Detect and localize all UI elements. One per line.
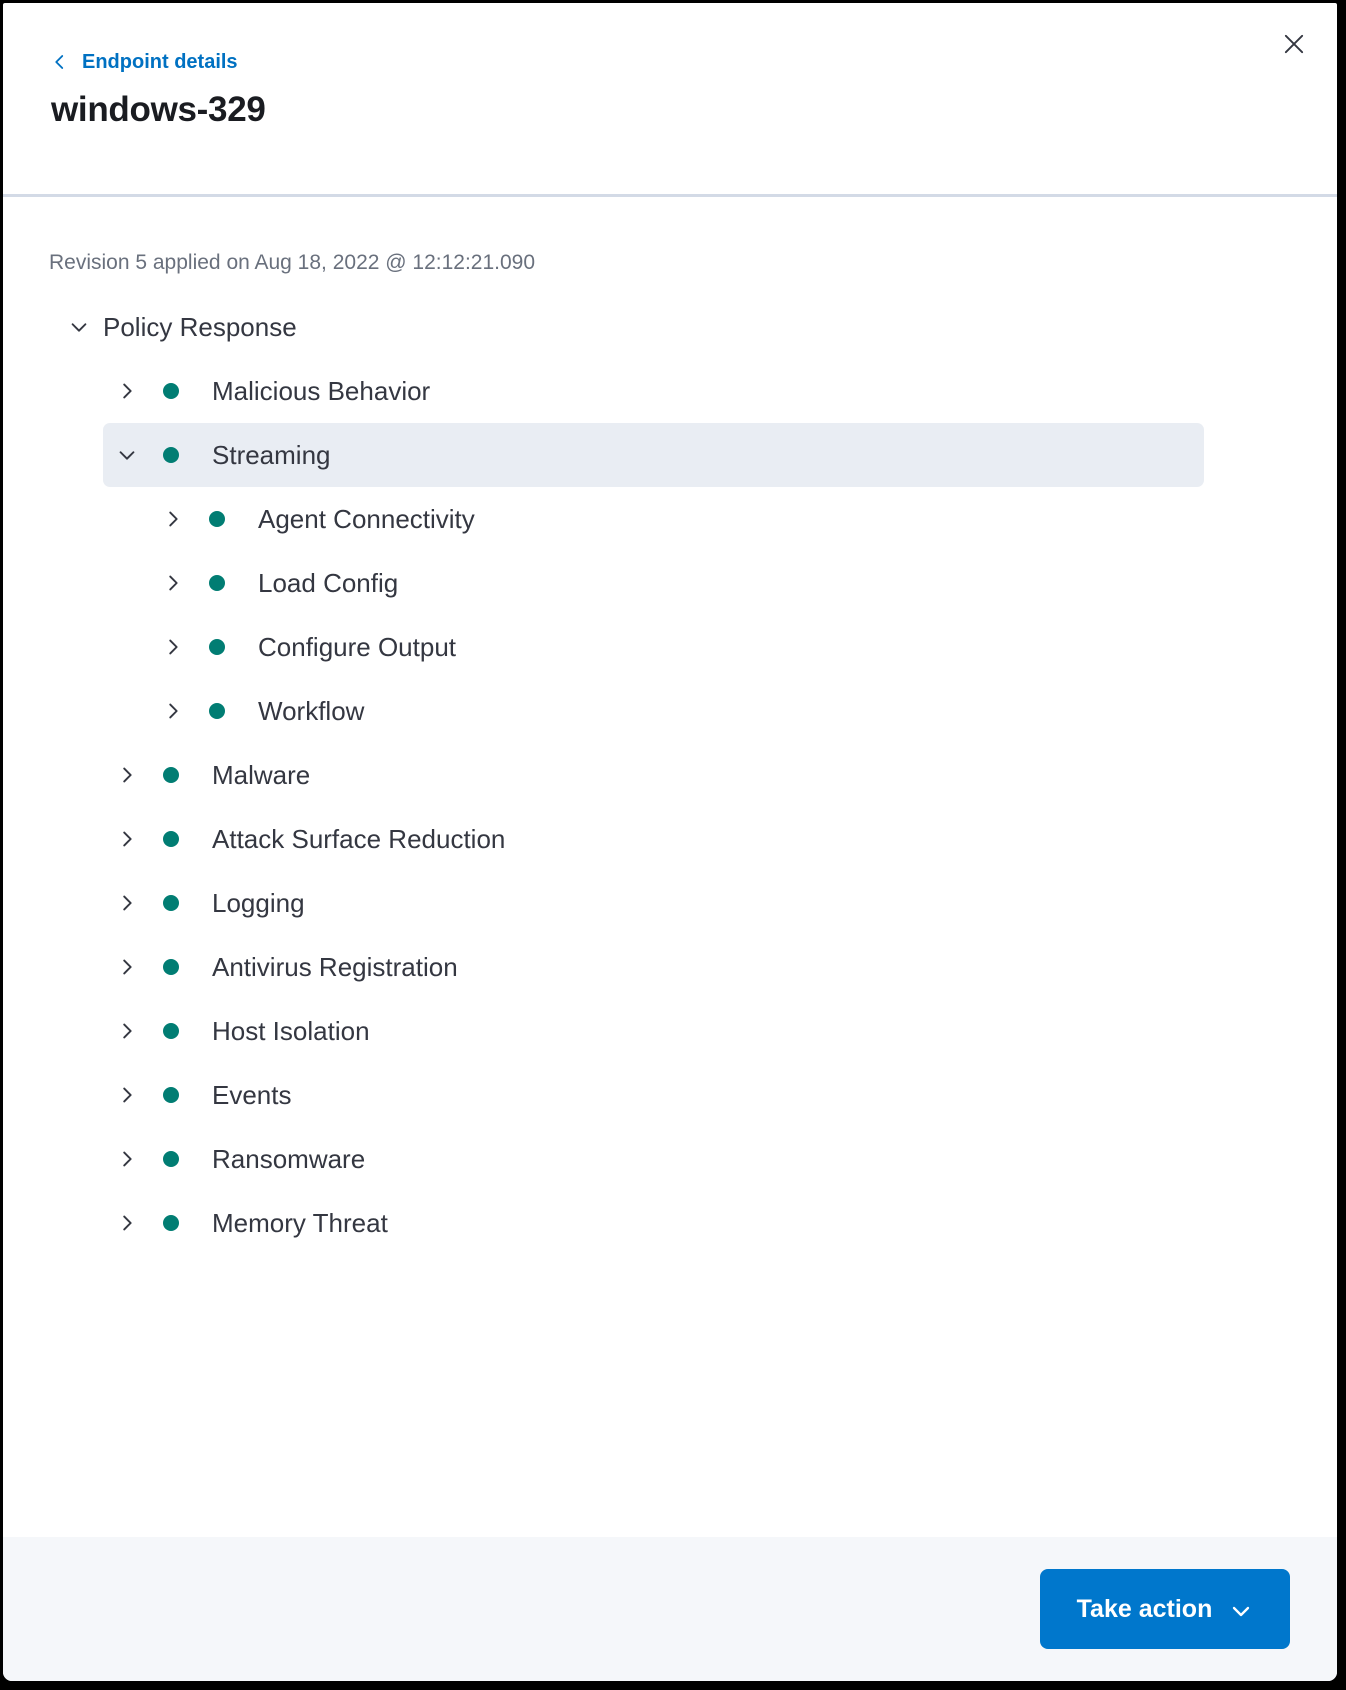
tree-item-streaming[interactable] [103, 423, 1204, 487]
chevron-right-icon [115, 956, 139, 978]
chevron-right-icon [115, 1212, 139, 1234]
tree-item-attack-surface-reduction[interactable] [49, 807, 1289, 871]
status-dot [163, 447, 179, 463]
status-dot [163, 895, 179, 911]
chevron-right-icon [115, 1020, 139, 1042]
tree-item-workflow[interactable] [49, 679, 1289, 743]
flyout-body [3, 197, 1337, 1537]
chevron-left-icon [51, 53, 69, 71]
tree-item-events[interactable] [49, 1063, 1289, 1127]
tree-item-logging[interactable] [49, 871, 1289, 935]
status-dot [163, 1151, 179, 1167]
tree-item-label: Ransomware [212, 1144, 366, 1174]
policy-tree-items [49, 359, 1289, 1255]
tree-item-malware[interactable] [49, 743, 1289, 807]
chevron-down-icon [1229, 1596, 1253, 1623]
close-button[interactable] [1275, 25, 1313, 63]
chevron-right-icon [115, 380, 139, 402]
tree-item-label: Logging [212, 888, 305, 918]
chevron-right-icon [115, 892, 139, 914]
tree-item-label: Workflow [258, 696, 365, 726]
chevron-right-icon [161, 700, 185, 722]
endpoint-details-back-link[interactable] [51, 49, 238, 75]
tree-item-label: Load Config [258, 568, 399, 598]
tree-item-policy-response[interactable] [49, 295, 1289, 359]
status-dot [163, 1215, 179, 1231]
tree-item-agent-connectivity[interactable] [49, 487, 1289, 551]
chevron-right-icon [161, 572, 185, 594]
tree-item-configure-output[interactable] [49, 615, 1289, 679]
tree-item-ransomware[interactable] [49, 1127, 1289, 1191]
tree-item-antivirus-registration[interactable] [49, 935, 1289, 999]
flyout-footer [3, 1537, 1337, 1681]
tree-item-label: Configure Output [258, 632, 457, 662]
flyout-header [3, 3, 1337, 197]
tree-item-label: Policy Response [103, 312, 297, 342]
tree-item-malicious-behavior[interactable] [49, 359, 1289, 423]
tree-item-label: Attack Surface Reduction [212, 824, 506, 854]
tree-item-host-isolation[interactable] [49, 999, 1289, 1063]
chevron-right-icon [115, 764, 139, 786]
chevron-right-icon [161, 508, 185, 530]
tree-item-label: Agent Connectivity [258, 504, 475, 534]
tree-item-label: Antivirus Registration [212, 952, 458, 982]
status-dot [163, 831, 179, 847]
close-icon [1280, 30, 1308, 58]
back-link-label: Endpoint details [82, 51, 238, 73]
revision-status-text: Revision 5 applied on Aug 18, 2022 @ 12:12:21.090 [49, 251, 536, 274]
tree-item-label: Events [212, 1080, 292, 1110]
chevron-right-icon [115, 1148, 139, 1170]
policy-response-tree [49, 295, 1289, 1255]
chevron-right-icon [115, 828, 139, 850]
tree-item-label: Memory Threat [212, 1208, 388, 1238]
tree-item-memory-threat[interactable] [49, 1191, 1289, 1255]
chevron-down-icon [67, 316, 91, 338]
take-action-button[interactable] [1040, 1569, 1290, 1649]
status-dot [209, 703, 225, 719]
status-dot [209, 575, 225, 591]
status-dot [163, 383, 179, 399]
tree-item-label: Malware [212, 760, 311, 790]
tree-item-load-config[interactable] [49, 551, 1289, 615]
status-dot [209, 639, 225, 655]
page-title: windows-329 [51, 90, 266, 129]
take-action-label: Take action [1076, 1594, 1213, 1623]
status-dot [209, 511, 225, 527]
tree-item-label: Malicious Behavior [212, 376, 431, 406]
chevron-down-icon [115, 444, 139, 466]
status-dot [163, 767, 179, 783]
chevron-right-icon [161, 636, 185, 658]
tree-item-label: Host Isolation [212, 1016, 370, 1046]
status-dot [163, 1087, 179, 1103]
tree-item-label: Streaming [212, 440, 331, 470]
status-dot [163, 1023, 179, 1039]
chevron-right-icon [115, 1084, 139, 1106]
status-dot [163, 959, 179, 975]
